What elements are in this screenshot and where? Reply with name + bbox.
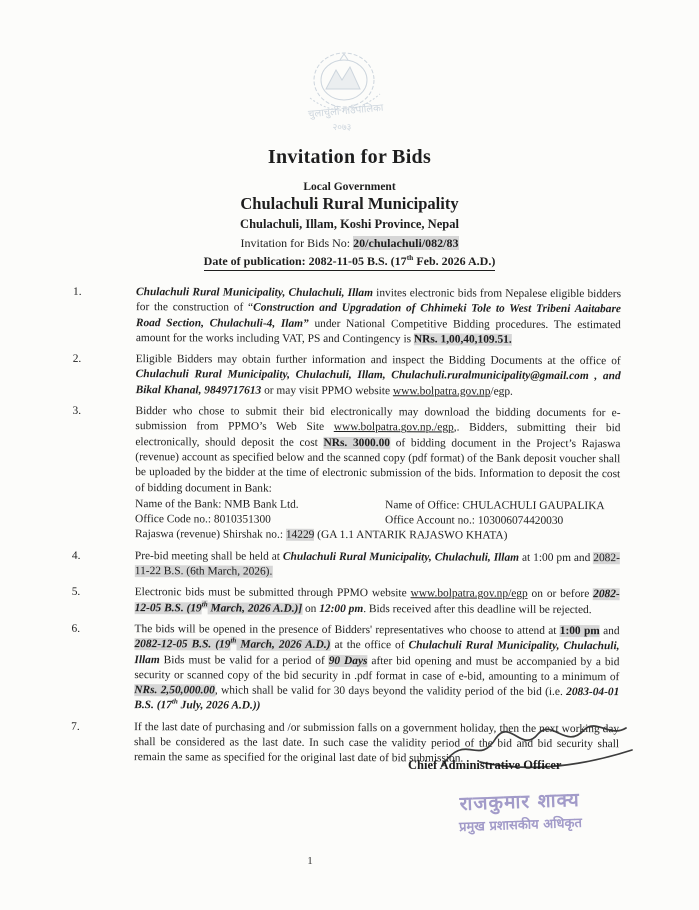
office-account: Office Account no.: 103006074420030 bbox=[385, 514, 564, 528]
seal-name-text: चुलाचुली गाउँपालिका bbox=[307, 102, 384, 121]
text-segment: March, 2026 A.D.) bbox=[236, 638, 331, 652]
signature-block bbox=[408, 722, 658, 773]
item-text bbox=[136, 352, 621, 400]
text-segment: Chulachuli Rural Municipality, Chulachuli, Illam bbox=[282, 550, 520, 564]
text-segment: th bbox=[230, 636, 237, 645]
item-number: 2. bbox=[72, 353, 82, 366]
text-segment: invites electronic bids from Nepalese eligible bidders for the construction of “ bbox=[135, 287, 622, 314]
government-line: Local Government bbox=[303, 181, 396, 193]
text-segment: NRs. 2,50,000.00 bbox=[134, 684, 215, 697]
text-segment: 20/chulachuli/082/83 bbox=[353, 236, 459, 250]
text-segment: th bbox=[201, 600, 208, 609]
text-segment: Chulachuli Rural Municipality, Chulachuli, Illam, Chulachuli.ruralmunicipality@gmail.com , and Bikal Khanal, 9849717613 bbox=[135, 368, 621, 397]
item-text bbox=[135, 549, 620, 582]
stamp-role: प्रमुख प्रशासकीय अधिकृत bbox=[458, 815, 583, 836]
text-segment: at the office of bbox=[330, 639, 409, 652]
item-number: 3. bbox=[72, 404, 82, 417]
text-segment: Bidder who chose to submit their bid electronically may download the bidding documents for e-submission from PPMO’s Web Site bbox=[135, 405, 621, 434]
list-item-1 bbox=[69, 285, 621, 349]
page-number: 1 bbox=[307, 855, 313, 867]
office-stamp bbox=[399, 784, 640, 837]
text-segment: , which shall be valid for 30 days beyond the validity period of the bid (i.e. bbox=[214, 684, 567, 699]
text-segment: at 1:00 pm and bbox=[519, 551, 594, 564]
text-segment: and bbox=[599, 625, 620, 638]
office-code: Office Code no.: 8010351300 bbox=[135, 513, 271, 526]
bid-number-line bbox=[0, 236, 699, 251]
clause-list bbox=[67, 285, 621, 774]
bank-name: Name of the Bank: NMB Bank Ltd. bbox=[135, 497, 299, 511]
item-number: 5. bbox=[71, 586, 81, 599]
item-number: 4. bbox=[71, 549, 81, 562]
item-number: 7. bbox=[71, 720, 80, 733]
text-segment: on bbox=[302, 602, 320, 615]
rajaswa-shirshak-line bbox=[135, 528, 620, 545]
text-segment: July, 2026 A.D.)) bbox=[177, 699, 261, 713]
item-text bbox=[135, 404, 620, 498]
text-segment: after bid opening and must be accompanied by a bid security or scanned copy of the bid security in .pdf format in case of e-bid, amounting to a minimum of bbox=[134, 654, 620, 684]
text-segment: th bbox=[406, 253, 414, 262]
item-number: 6. bbox=[71, 622, 81, 635]
text-segment: th bbox=[171, 697, 178, 706]
municipality-seal-logo bbox=[278, 48, 418, 140]
text-segment: 2082-12-05 B.S. (19 bbox=[134, 588, 620, 615]
text-segment: Construction and Upgradation of Chhimeki Tole to West Tribeni Aaitabare Road Section, Chulachuli-4, Ilam” bbox=[135, 301, 621, 330]
text-segment: 14229 bbox=[285, 529, 315, 542]
list-item-6 bbox=[67, 622, 619, 716]
text-segment: 90 Days bbox=[328, 654, 368, 667]
text-segment: Chulachuli Rural Municipality, Chulachuli, Illam bbox=[136, 286, 374, 300]
text-segment: Feb. 2026 A.D.) bbox=[413, 254, 496, 268]
text-segment: NRs. 3000.00 bbox=[323, 436, 391, 449]
list-item-3 bbox=[68, 404, 621, 545]
publication-date-line bbox=[0, 254, 699, 271]
text-segment: Rajaswa (revenue) Shirshak no.: bbox=[134, 528, 286, 542]
text-segment: 12:00 pm bbox=[319, 602, 364, 615]
text-segment: ,. Bidders, submitting their bid electronically, should deposit the cost bbox=[135, 421, 621, 449]
text-segment: If the last date of purchasing and /or submission falls on a government holiday, then the next working day shall be considered as the last date. In such case the validity period of the bid and bid security shall remain the same as specified for the original last date of bid submission. bbox=[133, 720, 620, 765]
municipality-name: Chulachuli Rural Municipality bbox=[240, 194, 459, 213]
publication-date-text bbox=[204, 254, 496, 271]
link-text: www.bolpatra.gov.np/egp bbox=[410, 587, 528, 601]
text-segment: or may visit PPMO website bbox=[261, 384, 393, 397]
text-segment: 2083-04-01 B.S. (17 bbox=[134, 686, 620, 712]
text-segment: on or before bbox=[527, 588, 594, 601]
bank-details bbox=[135, 497, 620, 545]
text-segment: Chulachuli Rural Municipality, Chulachuli, Illam bbox=[134, 639, 620, 666]
signatory-role: Chief Administrative Officer bbox=[408, 758, 562, 772]
list-item-4 bbox=[68, 549, 620, 582]
text-segment: of bidding document in the Project’s Rajaswa (revenue) account as specified below and the scanned copy (pdf format) of the Bank deposit voucher shall be uploaded by the bidder at the time of electronic submission of the bids. Information to deposit the cost of bidding document in Bank: bbox=[135, 436, 621, 495]
link-text: www.bolpatra.gov.np./egp bbox=[333, 421, 454, 434]
text-segment: Pre-bid meeting shall be held at bbox=[134, 549, 283, 563]
text-segment: March, 2026 A.D.)] bbox=[207, 602, 303, 615]
text-segment: 2082-11-22 B.S. (6th March, 2026). bbox=[134, 551, 620, 578]
text-segment: 1:00 pm bbox=[559, 624, 600, 638]
page-title: Invitation for Bids bbox=[267, 146, 432, 168]
office-name: Name of Office: CHULACHULI GAUPALIKA bbox=[385, 499, 605, 512]
text-segment: Electronic bids must be submitted through PPMO website bbox=[134, 586, 411, 600]
text-segment: The bids will be opened in the presence of Bidders' representatives who choose to attend at bbox=[134, 623, 560, 637]
text-segment: Bids must be valid for a period of bbox=[159, 653, 329, 667]
text-segment: /egp. bbox=[490, 385, 513, 398]
stamp-name: राजकुमार शाक्य bbox=[459, 788, 581, 816]
item-text bbox=[136, 285, 621, 348]
text-segment: Date of publication: 2082-11-05 B.S. (17 bbox=[203, 254, 407, 268]
item-number: 1. bbox=[73, 285, 82, 298]
item-text bbox=[134, 622, 619, 716]
link-text: www.bolpatra.gov.np bbox=[392, 384, 491, 398]
list-item-5 bbox=[68, 585, 620, 618]
text-segment: (GA 1.1 ANTARIK RAJASWO KHATA) bbox=[314, 529, 508, 543]
text-segment: NRs. 1,00,40,109.51. bbox=[413, 333, 512, 346]
text-segment: 2082-12-05 B.S. (19 bbox=[134, 638, 231, 651]
item-text bbox=[135, 585, 620, 618]
seal-year-text: २०७३ bbox=[332, 122, 352, 132]
text-segment: Invitation for Bids No: bbox=[240, 236, 354, 250]
list-item-2 bbox=[69, 352, 621, 400]
text-segment: Eligible Bidders may obtain further information and inspect the Bidding Documents at the office of bbox=[135, 353, 621, 368]
text-segment: . Bids received after this deadline will be rejected. bbox=[363, 602, 592, 616]
municipality-address: Chulachuli, Illam, Koshi Province, Nepal bbox=[240, 217, 459, 231]
text-segment: under National Competitive Bidding procedures. The estimated amount for the works including VAT, PS and Contingency is bbox=[135, 317, 621, 346]
